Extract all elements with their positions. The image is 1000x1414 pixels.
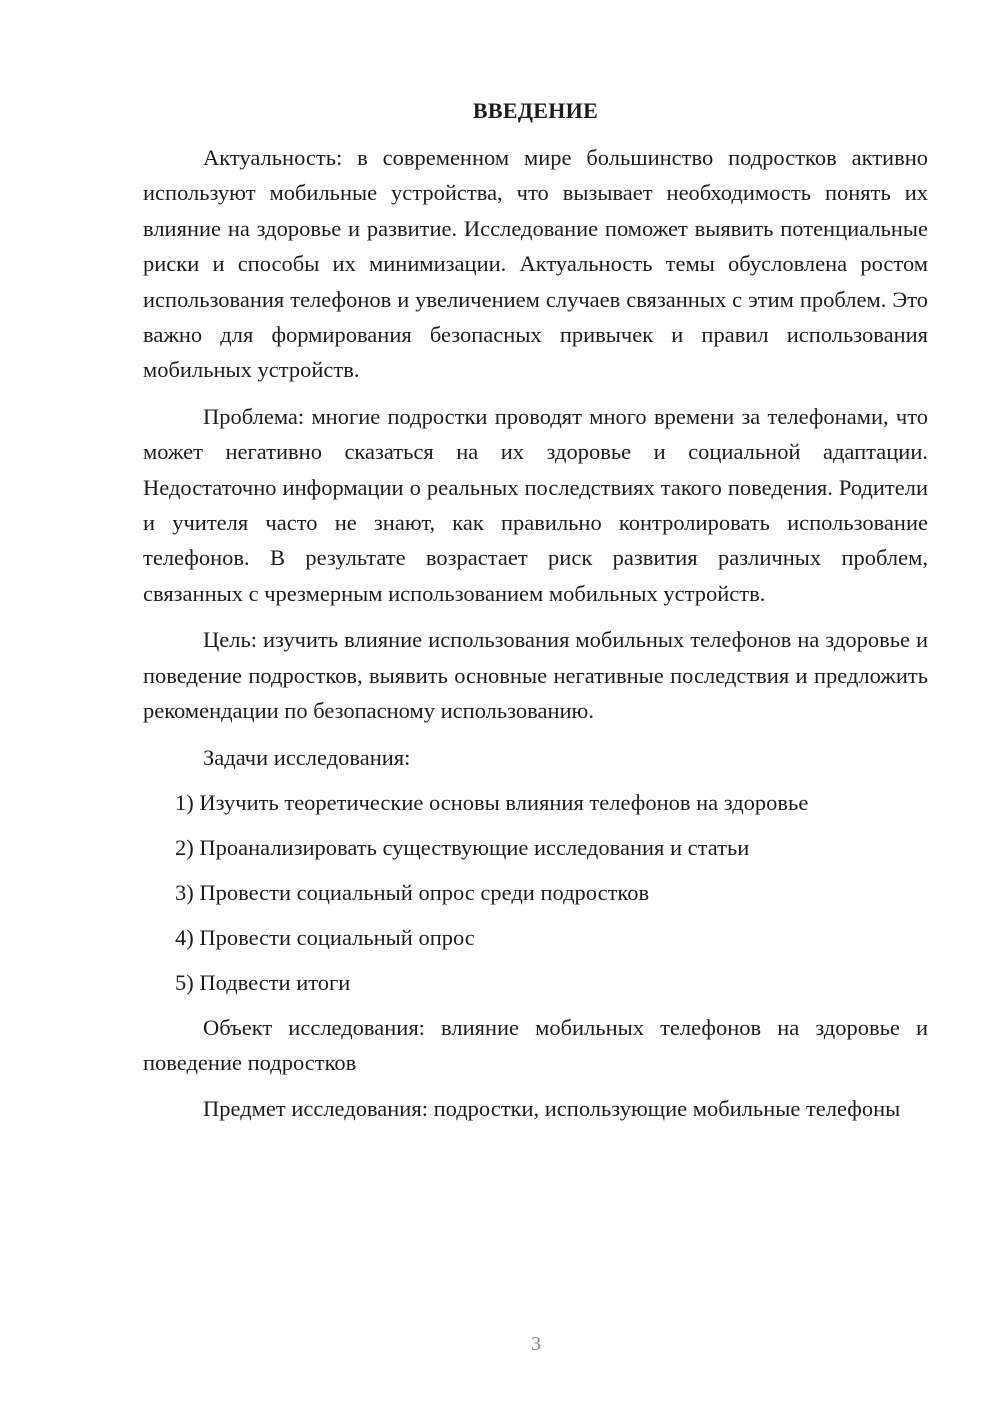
task-item: 5) Подвести итоги (175, 969, 351, 995)
document-page (143, 94, 928, 1138)
paragraph-subject: Предмет исследования: подростки, использующие мобильные телефоны (203, 1096, 901, 1122)
paragraph-problem: Проблема: многие подростки проводят много времени за телефонами, что может негативно сказаться на их здоровье и социальной адаптации. Недостаточно информации о реальных последствиях такого поведения. Родители и учителя часто не знают, как правильно контролировать использование телефонов. В результате возрастает риск развития различных проблем, связанных с чрезмерным использованием мобильных устройств. (143, 403, 928, 606)
task-item: 2) Проанализировать существующие исследования и статьи (175, 834, 750, 860)
tasks-heading: Задачи исследования: (203, 744, 411, 770)
paragraph-relevance: Актуальность: в современном мире большинство подростков активно используют мобильные устройства, что вызывает необходимость понять их влияние на здоровье и развитие. Исследование поможет выявить потенциальные риски и способы их минимизации. Актуальность темы обусловлена ростом использования телефонов и увеличением случаев связанных с этим проблем. Это важно для формирования безопасных привычек и правил использования мобильных устройств. (143, 145, 928, 383)
task-item: 1) Изучить теоретические основы влияния телефонов на здоровье (175, 789, 809, 815)
task-item: 4) Провести социальный опрос (175, 924, 475, 950)
paragraph-object: Объект исследования: влияние мобильных телефонов на здоровье и поведение подростков (143, 1014, 928, 1075)
task-list (143, 785, 928, 1000)
page-title: ВВЕДЕНИЕ (472, 98, 599, 123)
task-item: 3) Провести социальный опрос среди подростков (175, 879, 650, 905)
page-number: 3 (531, 1333, 541, 1355)
paragraph-goal: Цель: изучить влияние использования мобильных телефонов на здоровье и поведение подростков, выявить основные негативные последствия и предложить рекомендации по безопасному использованию. (143, 627, 928, 724)
